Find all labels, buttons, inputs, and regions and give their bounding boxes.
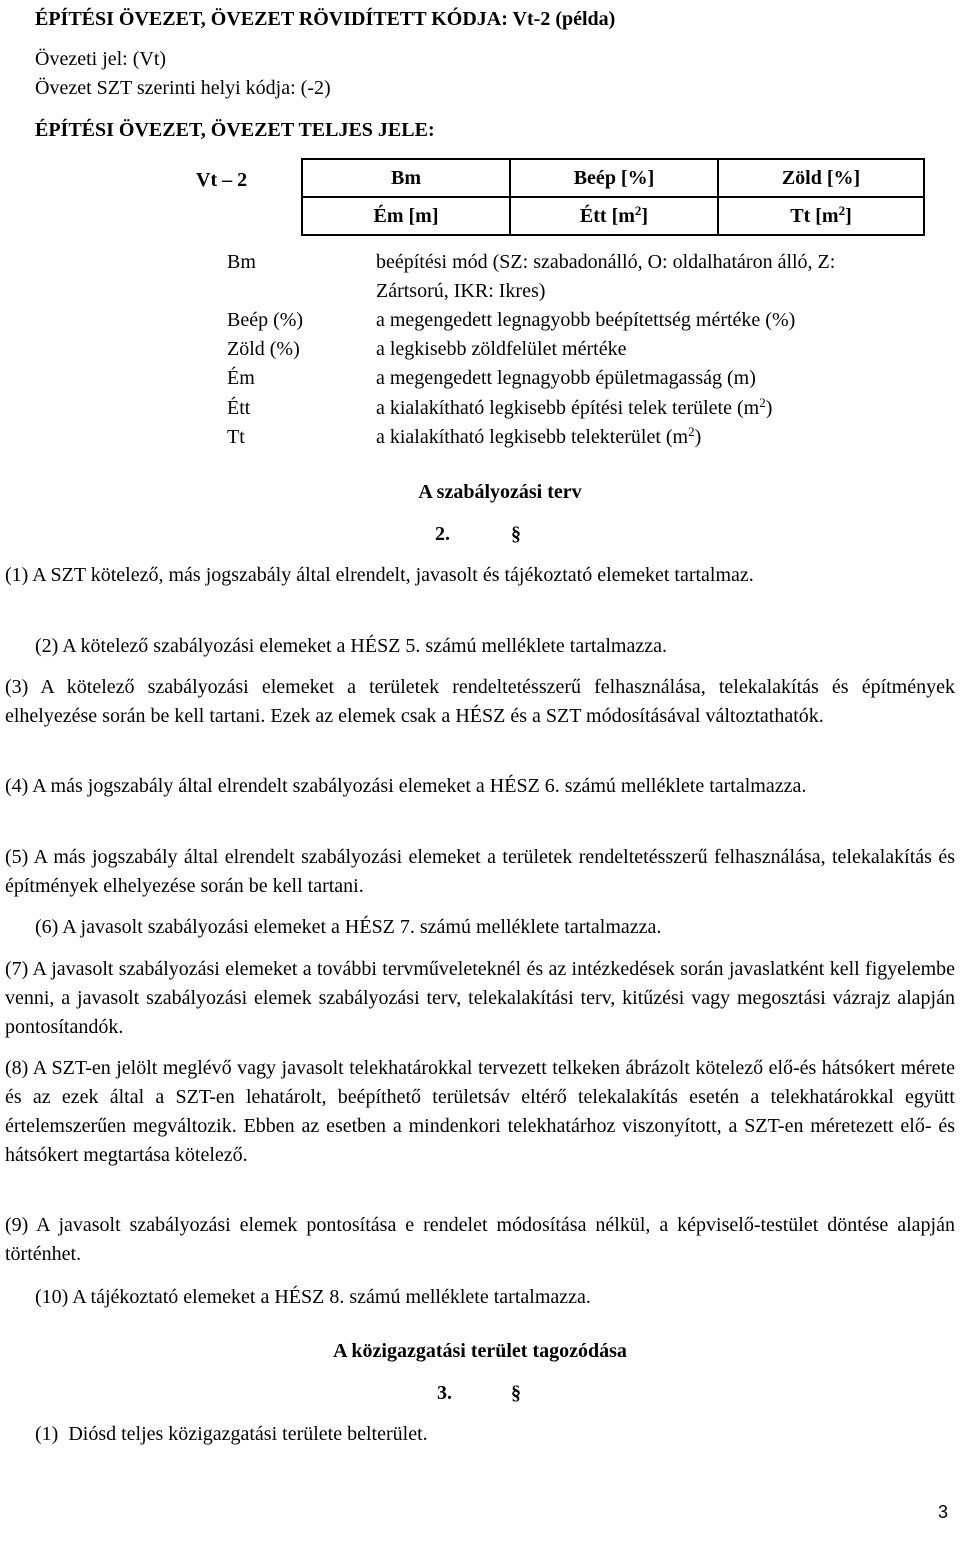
definition-abbr: Bm	[227, 251, 256, 273]
section-symbol: §	[511, 523, 521, 545]
definition-abbr: Étt	[227, 397, 251, 419]
zone-code-table	[301, 158, 925, 236]
definition-text: beépítési mód (SZ: szabadonálló, O: oldalhatáron álló, Z:	[376, 251, 836, 273]
definition-text: a kialakítható legkisebb telekterület $(m^2)$	[376, 424, 702, 448]
definition-text: a megengedett legnagyobb épületmagasság (m)	[376, 367, 756, 389]
code-label: Vt – 2	[196, 169, 248, 191]
code-table-row	[302, 159, 924, 197]
definition-abbr: Zöld (%)	[227, 338, 300, 360]
definition-abbr: Tt	[227, 426, 245, 448]
paragraph-8: (8) A SZT-en jelölt meglévő vagy javasolt telekhatárokkal tervezett telkeken ábrázolt kötelező elő-és hátsókert mérete és az ezek által a SZT-en lehatárolt, beépíthető területsáv eltérő telekalakítás esetén a telekhatárokkal együtt értelemszerűen megváltozik. Ebben az esetben a mindenkori telekhatárhoz viszonyított, a SZT-en méretezett elő- és hátsókert megtartása kötelező.	[5, 1057, 955, 1166]
section-symbol: §	[511, 1382, 521, 1404]
code-cell: Bm	[302, 159, 510, 197]
definition-text: a legkisebb zöldfelület mértéke	[376, 338, 627, 360]
definition-abbr: Beép (%)	[227, 309, 304, 331]
code-cell: Ém [m]	[302, 197, 510, 235]
code-cell: Étt $[m^2]$	[510, 197, 718, 235]
paragraph-2: (2) A kötelező szabályozási elemeket a HÉSZ 5. számú melléklete tartalmazza.	[35, 635, 667, 657]
code-cell: Tt $[m^2]$	[718, 197, 924, 235]
definition-abbr: Ém	[227, 367, 255, 389]
section-3-paragraph-1: (1) Diósd teljes közigazgatási területe belterület.	[35, 1423, 428, 1445]
local-code: Övezet SZT szerinti helyi kódja: (-2)	[35, 77, 331, 99]
definition-text: a megengedett legnagyobb beépítettség mértéke (%)	[376, 309, 796, 331]
code-table-row	[302, 197, 924, 235]
paragraph-3: (3) A kötelező szabályozási elemeket a területek rendeltetésszerű felhasználása, telekalakítás és építmények elhelyezése során be kell tartani. Ezek az elemek csak a HÉSZ és a SZT módosításával változtathatók.	[5, 676, 955, 727]
page-number: 3	[937, 1502, 948, 1522]
paragraph-9: (9) A javasolt szabályozási elemek pontosítása e rendelet módosítása nélkül, a képviselő-testület döntése alapján történhet.	[5, 1214, 955, 1265]
zone-title: ÉPÍTÉSI ÖVEZET, ÖVEZET RÖVIDÍTETT KÓDJA: Vt-2 (példa)	[35, 8, 616, 30]
paragraph-6: (6) A javasolt szabályozási elemeket a HÉSZ 7. számú melléklete tartalmazza.	[35, 916, 662, 938]
section-2-title: A szabályozási terv	[418, 481, 582, 503]
code-cell: Beép [%]	[510, 159, 718, 197]
zone-sign: Övezeti jel: (Vt)	[35, 48, 167, 70]
paragraph-5: (5) A más jogszabály által elrendelt szabályozási elemeket a területek rendeltetésszerű felhasználása, telekalakítás és építmények elhelyezése során be kell tartani.	[5, 846, 955, 897]
section-2-number: 2.	[435, 523, 450, 545]
paragraph-1: (1) A SZT kötelező, más jogszabály által elrendelt, javasolt és tájékoztató elemeket tartalmaz.	[5, 564, 754, 586]
code-cell: Zöld [%]	[718, 159, 924, 197]
paragraph-10: (10) A tájékoztató elemeket a HÉSZ 8. számú melléklete tartalmazza.	[35, 1286, 591, 1308]
full-sign-heading: ÉPÍTÉSI ÖVEZET, ÖVEZET TELJES JELE:	[35, 119, 435, 141]
paragraph-7: (7) A javasolt szabályozási elemeket a további tervműveleteknél és az intézkedések során javaslatként kell figyelembe venni, a javasolt szabályozási elemek szabályozási terv, telekalakítási terv, kitűzési vagy megosztási vázrajz alapján pontosítandók.	[5, 958, 955, 1038]
paragraph-4: (4) A más jogszabály által elrendelt szabályozási elemeket a HÉSZ 6. számú melléklete tartalmazza.	[5, 775, 807, 797]
section-3-title: A közigazgatási terület tagozódása	[333, 1340, 627, 1362]
definition-text: Zártsorú, IKR: Ikres)	[376, 280, 546, 302]
definition-text: a kialakítható legkisebb építési telek területe $(m^2)$	[376, 395, 773, 419]
section-3-number: 3.	[437, 1382, 452, 1404]
